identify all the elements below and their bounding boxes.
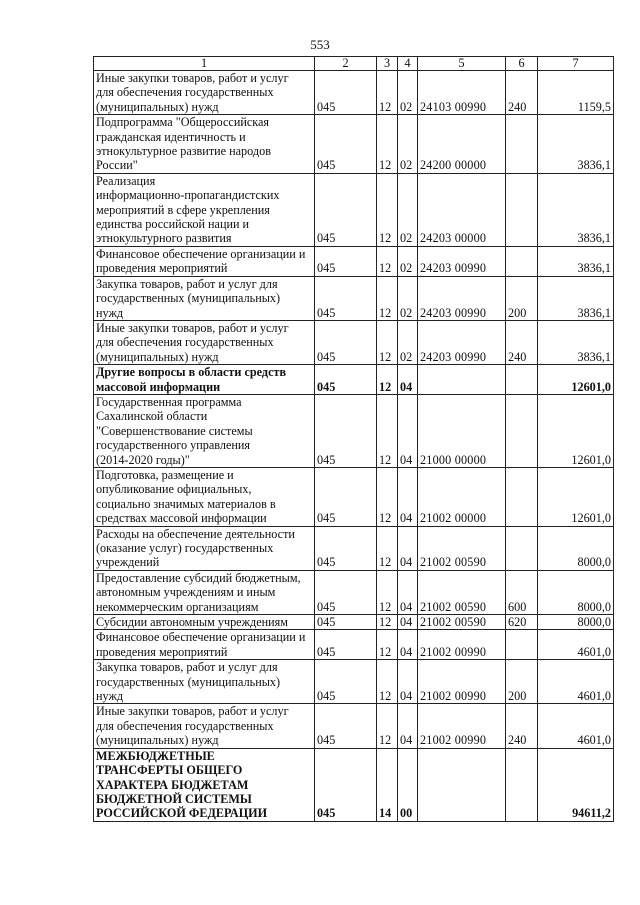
row-description: Иные закупки товаров, работ и услуг для обеспечения государственных (муниципальных) нужд bbox=[94, 704, 315, 748]
target-article-code: 24203 00990 bbox=[418, 320, 506, 364]
amount: 4601,0 bbox=[538, 660, 614, 704]
subsection-code: 04 bbox=[398, 615, 418, 630]
expense-type-code bbox=[506, 115, 538, 174]
expense-type-code bbox=[506, 365, 538, 395]
amount: 3836,1 bbox=[538, 115, 614, 174]
target-article-code: 21002 00000 bbox=[418, 467, 506, 526]
row-description: Другие вопросы в области средств массовой информации bbox=[94, 365, 315, 395]
amount: 94611,2 bbox=[538, 748, 614, 821]
section-code: 12 bbox=[377, 570, 398, 614]
subsection-code: 04 bbox=[398, 365, 418, 395]
subsection-code: 04 bbox=[398, 630, 418, 660]
expense-type-code: 600 bbox=[506, 570, 538, 614]
table-header-row bbox=[94, 57, 614, 71]
row-description: Подпрограмма "Общероссийская гражданская идентичность и этнокультурное развитие народов России" bbox=[94, 115, 315, 174]
target-article-code bbox=[418, 748, 506, 821]
target-article-code: 21002 00990 bbox=[418, 704, 506, 748]
ministry-code: 045 bbox=[315, 246, 377, 276]
amount: 8000,0 bbox=[538, 570, 614, 614]
section-code: 12 bbox=[377, 115, 398, 174]
subsection-code: 02 bbox=[398, 71, 418, 115]
section-code: 12 bbox=[377, 704, 398, 748]
target-article-code bbox=[418, 365, 506, 395]
subsection-code: 04 bbox=[398, 704, 418, 748]
row-description: Подготовка, размещение и опубликование официальных, социально значимых материалов в средствах массовой информации bbox=[94, 467, 315, 526]
amount: 3836,1 bbox=[538, 276, 614, 320]
table-row bbox=[94, 748, 614, 821]
table-row bbox=[94, 394, 614, 467]
subsection-code: 02 bbox=[398, 246, 418, 276]
ministry-code: 045 bbox=[315, 394, 377, 467]
subsection-code: 04 bbox=[398, 394, 418, 467]
expense-type-code bbox=[506, 748, 538, 821]
expense-type-code bbox=[506, 173, 538, 246]
amount: 12601,0 bbox=[538, 365, 614, 395]
subsection-code: 04 bbox=[398, 570, 418, 614]
row-description: Иные закупки товаров, работ и услуг для обеспечения государственных (муниципальных) нужд bbox=[94, 320, 315, 364]
amount: 8000,0 bbox=[538, 615, 614, 630]
expense-type-code: 200 bbox=[506, 276, 538, 320]
column-header: 1 bbox=[94, 57, 315, 71]
column-header: 7 bbox=[538, 57, 614, 71]
subsection-code: 04 bbox=[398, 660, 418, 704]
ministry-code: 045 bbox=[315, 365, 377, 395]
ministry-code: 045 bbox=[315, 615, 377, 630]
ministry-code: 045 bbox=[315, 704, 377, 748]
target-article-code: 24203 00000 bbox=[418, 173, 506, 246]
section-code: 12 bbox=[377, 246, 398, 276]
subsection-code: 02 bbox=[398, 173, 418, 246]
amount: 3836,1 bbox=[538, 320, 614, 364]
row-description: Закупка товаров, работ и услуг для государственных (муниципальных) нужд bbox=[94, 660, 315, 704]
amount: 1159,5 bbox=[538, 71, 614, 115]
ministry-code: 045 bbox=[315, 660, 377, 704]
section-code: 12 bbox=[377, 526, 398, 570]
subsection-code: 02 bbox=[398, 115, 418, 174]
expense-type-code bbox=[506, 394, 538, 467]
table-row bbox=[94, 320, 614, 364]
section-code: 12 bbox=[377, 394, 398, 467]
section-code: 12 bbox=[377, 467, 398, 526]
target-article-code: 21002 00590 bbox=[418, 526, 506, 570]
table-row bbox=[94, 704, 614, 748]
target-article-code: 21002 00590 bbox=[418, 615, 506, 630]
section-code: 12 bbox=[377, 320, 398, 364]
target-article-code: 21002 00990 bbox=[418, 630, 506, 660]
table-row bbox=[94, 526, 614, 570]
subsection-code: 02 bbox=[398, 276, 418, 320]
expense-type-code: 240 bbox=[506, 320, 538, 364]
expense-type-code: 620 bbox=[506, 615, 538, 630]
expense-type-code: 240 bbox=[506, 71, 538, 115]
table-row bbox=[94, 173, 614, 246]
amount: 12601,0 bbox=[538, 467, 614, 526]
column-header: 6 bbox=[506, 57, 538, 71]
row-description: Расходы на обеспечение деятельности (оказание услуг) государственных учреждений bbox=[94, 526, 315, 570]
target-article-code: 21002 00590 bbox=[418, 570, 506, 614]
table-row bbox=[94, 615, 614, 630]
section-code: 12 bbox=[377, 365, 398, 395]
row-description: Закупка товаров, работ и услуг для государственных (муниципальных) нужд bbox=[94, 276, 315, 320]
section-code: 12 bbox=[377, 615, 398, 630]
column-header: 5 bbox=[418, 57, 506, 71]
table-row bbox=[94, 630, 614, 660]
amount: 4601,0 bbox=[538, 704, 614, 748]
row-description: Финансовое обеспечение организации и проведения мероприятий bbox=[94, 246, 315, 276]
target-article-code: 24200 00000 bbox=[418, 115, 506, 174]
amount: 3836,1 bbox=[538, 246, 614, 276]
table-row bbox=[94, 467, 614, 526]
section-code: 12 bbox=[377, 630, 398, 660]
table-row bbox=[94, 115, 614, 174]
row-description: МЕЖБЮДЖЕТНЫЕ ТРАНСФЕРТЫ ОБЩЕГО ХАРАКТЕРА БЮДЖЕТАМ БЮДЖЕТНОЙ СИСТЕМЫ РОССИЙСКОЙ ФЕДЕРАЦИИ bbox=[94, 748, 315, 821]
target-article-code: 21002 00990 bbox=[418, 660, 506, 704]
expense-type-code: 200 bbox=[506, 660, 538, 704]
ministry-code: 045 bbox=[315, 748, 377, 821]
section-code: 14 bbox=[377, 748, 398, 821]
subsection-code: 02 bbox=[398, 320, 418, 364]
ministry-code: 045 bbox=[315, 570, 377, 614]
row-description: Иные закупки товаров, работ и услуг для обеспечения государственных (муниципальных) нужд bbox=[94, 71, 315, 115]
subsection-code: 04 bbox=[398, 467, 418, 526]
table-row bbox=[94, 660, 614, 704]
target-article-code: 24203 00990 bbox=[418, 246, 506, 276]
table-row bbox=[94, 570, 614, 614]
section-code: 12 bbox=[377, 71, 398, 115]
target-article-code: 24203 00990 bbox=[418, 276, 506, 320]
row-description: Реализация информационно-пропагандистских мероприятий в сфере укрепления единства российской нации и этнокультурного развития bbox=[94, 173, 315, 246]
target-article-code: 24103 00990 bbox=[418, 71, 506, 115]
ministry-code: 045 bbox=[315, 526, 377, 570]
ministry-code: 045 bbox=[315, 320, 377, 364]
row-description: Предоставление субсидий бюджетным, автономным учреждениям и иным некоммерческим организациям bbox=[94, 570, 315, 614]
subsection-code: 04 bbox=[398, 526, 418, 570]
ministry-code: 045 bbox=[315, 115, 377, 174]
subsection-code: 00 bbox=[398, 748, 418, 821]
column-header: 2 bbox=[315, 57, 377, 71]
section-code: 12 bbox=[377, 173, 398, 246]
table-row bbox=[94, 246, 614, 276]
column-header: 3 bbox=[377, 57, 398, 71]
section-code: 12 bbox=[377, 660, 398, 704]
amount: 12601,0 bbox=[538, 394, 614, 467]
row-description: Финансовое обеспечение организации и проведения мероприятий bbox=[94, 630, 315, 660]
expense-type-code bbox=[506, 630, 538, 660]
ministry-code: 045 bbox=[315, 71, 377, 115]
expense-type-code bbox=[506, 467, 538, 526]
ministry-code: 045 bbox=[315, 276, 377, 320]
table-row bbox=[94, 276, 614, 320]
expense-type-code: 240 bbox=[506, 704, 538, 748]
amount: 3836,1 bbox=[538, 173, 614, 246]
row-description: Субсидии автономным учреждениям bbox=[94, 615, 315, 630]
ministry-code: 045 bbox=[315, 173, 377, 246]
amount: 8000,0 bbox=[538, 526, 614, 570]
ministry-code: 045 bbox=[315, 630, 377, 660]
table-row bbox=[94, 71, 614, 115]
column-header: 4 bbox=[398, 57, 418, 71]
table-row bbox=[94, 365, 614, 395]
budget-table bbox=[93, 56, 614, 822]
expense-type-code bbox=[506, 246, 538, 276]
page-number: 553 bbox=[310, 37, 330, 52]
ministry-code: 045 bbox=[315, 467, 377, 526]
section-code: 12 bbox=[377, 276, 398, 320]
amount: 4601,0 bbox=[538, 630, 614, 660]
expense-type-code bbox=[506, 526, 538, 570]
target-article-code: 21000 00000 bbox=[418, 394, 506, 467]
row-description: Государственная программа Сахалинской области "Совершенствование системы государственного управления (2014-2020 годы)" bbox=[94, 394, 315, 467]
